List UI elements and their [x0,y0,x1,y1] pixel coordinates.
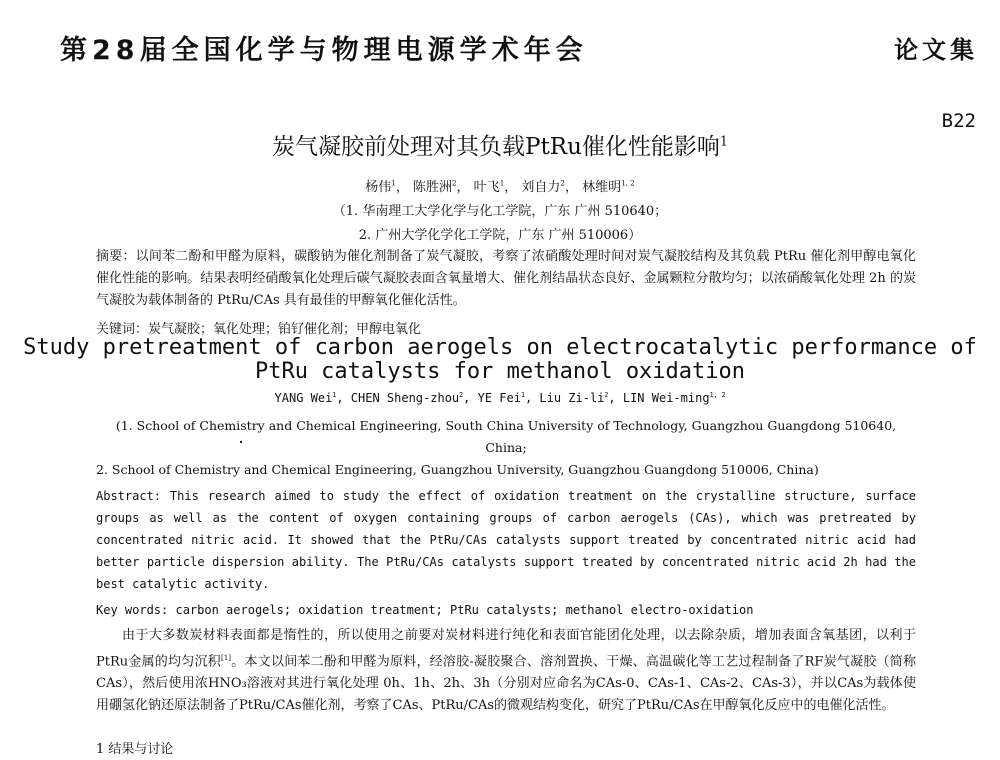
section-heading: 1 结果与讨论 [96,742,174,757]
english-title: Study pretreatment of carbon aerogels on electrocatalytic performance of PtRu catalysts for methanol oxidation [23,335,977,384]
chinese-title-text: 炭气凝胶前处理对其负载PtRu催化性能影响 [272,134,720,160]
author-name: 叶飞 [473,180,500,195]
author-name: YANG Wei [274,391,333,405]
author-sup: 2 [459,391,464,399]
author-name: 杨伟 [365,180,392,195]
author-name: 林维明 [582,180,622,195]
introduction-paragraph [96,625,916,717]
english-abstract: Abstract: This research aimed to study the effect of oxidation treatment on the crystalline structure, surface groups as well as the content of oxygen containing groups of carbon aerogels (CAs), which was pretreated by concentrated nitric acid. It showed that the PtRu/CAs catalysts support treated by concentrated nitric acid had better particle dispersion ability. The PtRu/CAs catalysts support treated by concentrated nitric acid 2h had the best catalytic activity. [96,489,916,591]
scan-speck [240,441,242,443]
author-sup: 1 [391,178,396,188]
title-footnote-mark: 1 [719,133,728,149]
chinese-keywords: 关键词：炭气凝胶；氧化处理；铂钌催化剂；甲醇电氧化 [96,322,422,337]
author-sup: 2 [451,178,457,188]
english-keywords: Key words: carbon aerogels; oxidation treatment; PtRu catalysts; methanol electro-oxidation [96,603,754,617]
reference-mark: [1] [220,653,232,662]
author-sup: 2 [604,391,609,399]
chinese-authors: 杨伟$^1$， 陈胜洲$^2$， 叶飞$^1$， 刘自力$^2$， 林维明$^{1, 2}$ [365,178,635,195]
author-sup: 1, 2 [709,391,726,399]
chinese-affiliation-2: 2. 广州大学化学化工学院，广东 广州 510006） [358,228,642,243]
author-name: CHEN Sheng-zhou [350,391,460,405]
author-name: LIN Wei-ming [622,391,710,405]
english-affiliation-1: (1. School of Chemistry and Chemical Engineering, South China University of Technology, Guangzhou Guangdong 510640, China; [115,418,897,455]
paper-code: B22 [941,110,976,132]
chinese-title [0,128,1000,161]
author-name: 刘自力 [521,180,561,195]
chinese-affiliation-1: （1. 华南理工大学化学与化工学院，广东 广州 510640； [332,204,668,219]
author-name: YE Fei [477,391,521,405]
author-sup: 2 [560,178,565,188]
author-sup: 1, 2 [621,178,635,188]
english-authors: YANG Wei$^1$, CHEN Sheng-zhou$^2$, YE Fei$^1$, Liu $Zi-li^2$, LIN Wei-ming$^{1, 2}$ [274,391,726,405]
paragraph-text: 由于大多数炭材料表面都是惰性的，所以使用之前要对炭材料进行纯化和表面官能团化处理，以去除杂质，增加表面含氧基团，以利于PtRu金属的均匀沉积 [96,628,916,670]
author-sup: 1 [499,178,505,188]
collection-label: 论文集 [894,36,978,64]
author-name: 陈胜洲 [412,180,452,195]
paragraph-text: 。本文以间苯二酚和甲醛为原料，经溶胶-凝胶聚合、溶剂置换、干燥、高温碳化等工艺过程制备了RF炭气凝胶（简称CAs），然后使用浓HNO₃溶液对其进行氧化处理 0h、1h、2h、3h（分别对应命名为CAs-0、CAs-1、CAs-2、CAs-3），并以CAs为载体使用硼氢化钠还原法制备了PtRu/CAs催化剂，考察了CAs、PtRu/CAs的微观结构变化，研究了PtRu/CAs在甲醇氧化反应中的电催化活性。 [96,654,916,714]
english-affiliation-2: 2. School of Chemistry and Chemical Engineering, Guangzhou University, Guangzhou Guangdong 510006, China) [96,462,819,477]
author-name: Liu Zi-li [539,391,605,405]
conference-title: 第28届全国化学与物理电源学术年会 [60,35,588,66]
chinese-abstract: 摘要：以间苯二酚和甲醛为原料，碳酸钠为催化剂制备了炭气凝胶，考察了浓硝酸处理时间对炭气凝胶结构及其负载 PtRu 催化剂甲醇电氧化催化性能的影响。结果表明经硝酸氧化处理后碳气凝胶表面含氧量增大、催化剂结晶状态良好、金属颗粒分散均匀；以浓硝酸氧化处理 2h 的炭气凝胶为载体制备的 PtRu/CAs 具有最佳的甲醇氧化催化活性。 [96,249,916,308]
author-sup: 1 [332,391,337,399]
author-sup: 1 [520,391,525,399]
